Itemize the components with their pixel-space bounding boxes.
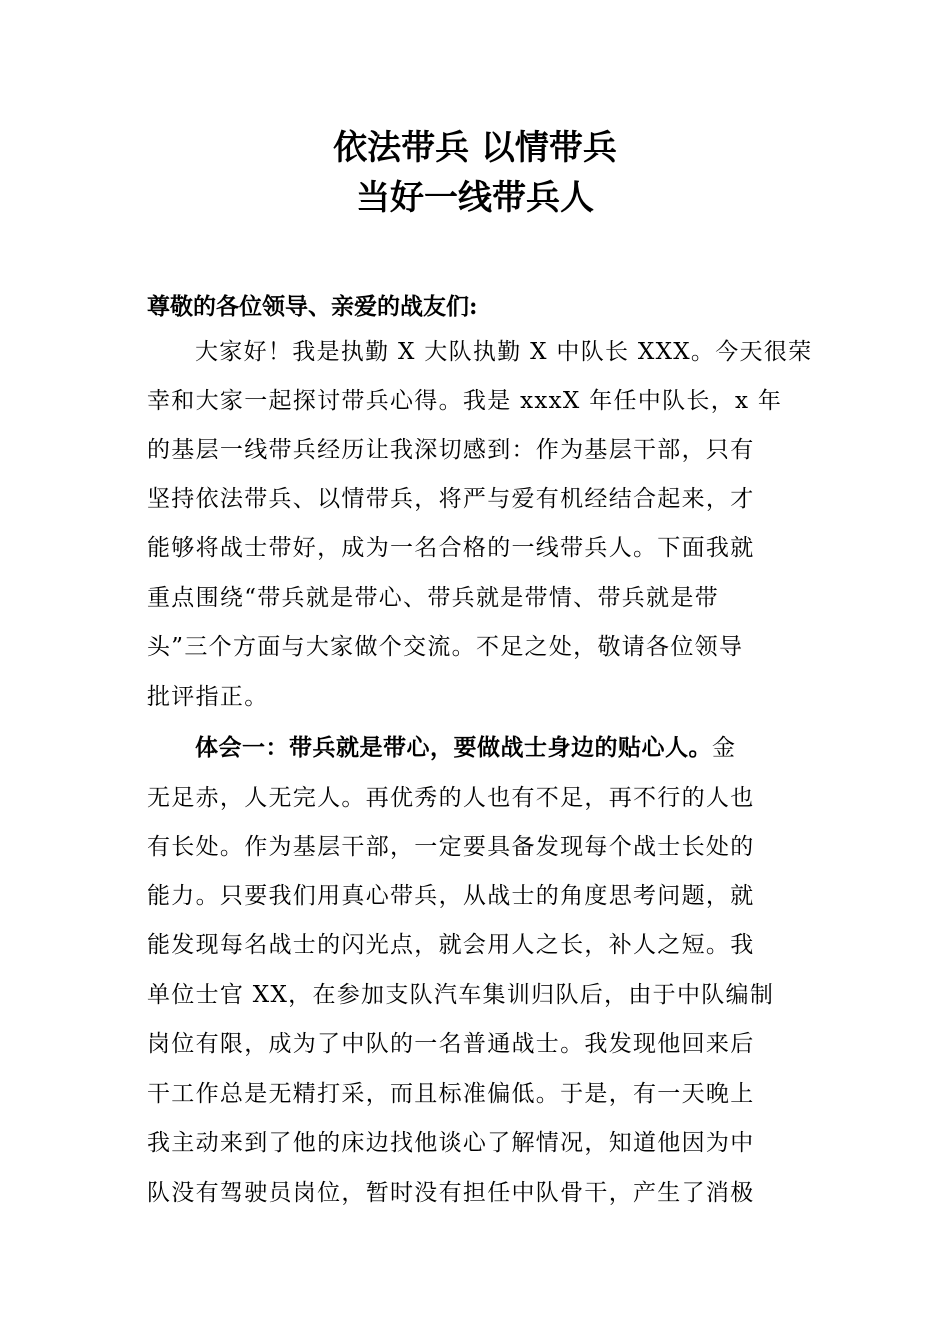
salutation: 尊敬的各位领导、亲爱的战友们: bbox=[147, 293, 478, 320]
paragraph-2-line: 我主动来到了他的床边找他谈心了解情况，知道他因为中 bbox=[147, 1130, 755, 1156]
paragraph-2-line: 岗位有限，成为了中队的一名普通战士。我发现他回来后 bbox=[147, 1031, 755, 1057]
paragraph-1-line: 坚持依法带兵、以情带兵，将严与爱有机经结合起来，才 bbox=[147, 486, 755, 512]
document-title-line-2: 当好一线带兵人 bbox=[356, 178, 594, 218]
paragraph-1-line: 头”三个方面与大家做个交流。不足之处，敬请各位领导 bbox=[147, 634, 744, 660]
paragraph-2-line: 队没有驾驶员岗位，暂时没有担任中队骨干，产生了消极 bbox=[147, 1180, 755, 1206]
paragraph-2-heading: 体会一：带兵就是带心，要做战士身边的贴心人。 bbox=[195, 735, 712, 761]
paragraph-2-line: 能发现每名战士的闪光点，就会用人之长，补人之短。我 bbox=[147, 932, 755, 958]
paragraph-2-line: 有长处。作为基层干部，一定要具备发现每个战士长处的 bbox=[147, 834, 755, 860]
document-title-line-1: 依法带兵 以情带兵 bbox=[333, 128, 617, 168]
paragraph-2-line: 干工作总是无精打采，而且标准偏低。于是，有一天晚上 bbox=[147, 1081, 755, 1107]
paragraph-2-line: 能力。只要我们用真心带兵，从战士的角度思考问题，就 bbox=[147, 883, 755, 909]
paragraph-1-line: 幸和大家一起探讨带兵心得。我是 xxxX 年任中队长，x 年 bbox=[147, 388, 783, 414]
paragraph-1-line: 重点围绕“带兵就是带心、带兵就是带情、带兵就是带 bbox=[147, 585, 719, 611]
paragraph-2-line: 无足赤，人无完人。再优秀的人也有不足，再不行的人也 bbox=[147, 785, 755, 811]
paragraph-1-line: 批评指正。 bbox=[147, 684, 269, 710]
paragraph-1-line: 能够将战士带好，成为一名合格的一线带兵人。下面我就 bbox=[147, 535, 755, 561]
paragraph-2-line: 单位士官 XX，在参加支队汽车集训归队后，由于中队编制 bbox=[147, 982, 775, 1008]
paragraph-1-line: 大家好！我是执勤 X 大队执勤 X 中队长 XXX。今天很荣 bbox=[195, 339, 813, 365]
paragraph-2-first-line bbox=[195, 723, 736, 773]
paragraph-1-line: 的基层一线带兵经历让我深切感到：作为基层干部，只有 bbox=[147, 437, 755, 463]
paragraph-2-first-tail: 金 bbox=[712, 735, 737, 761]
